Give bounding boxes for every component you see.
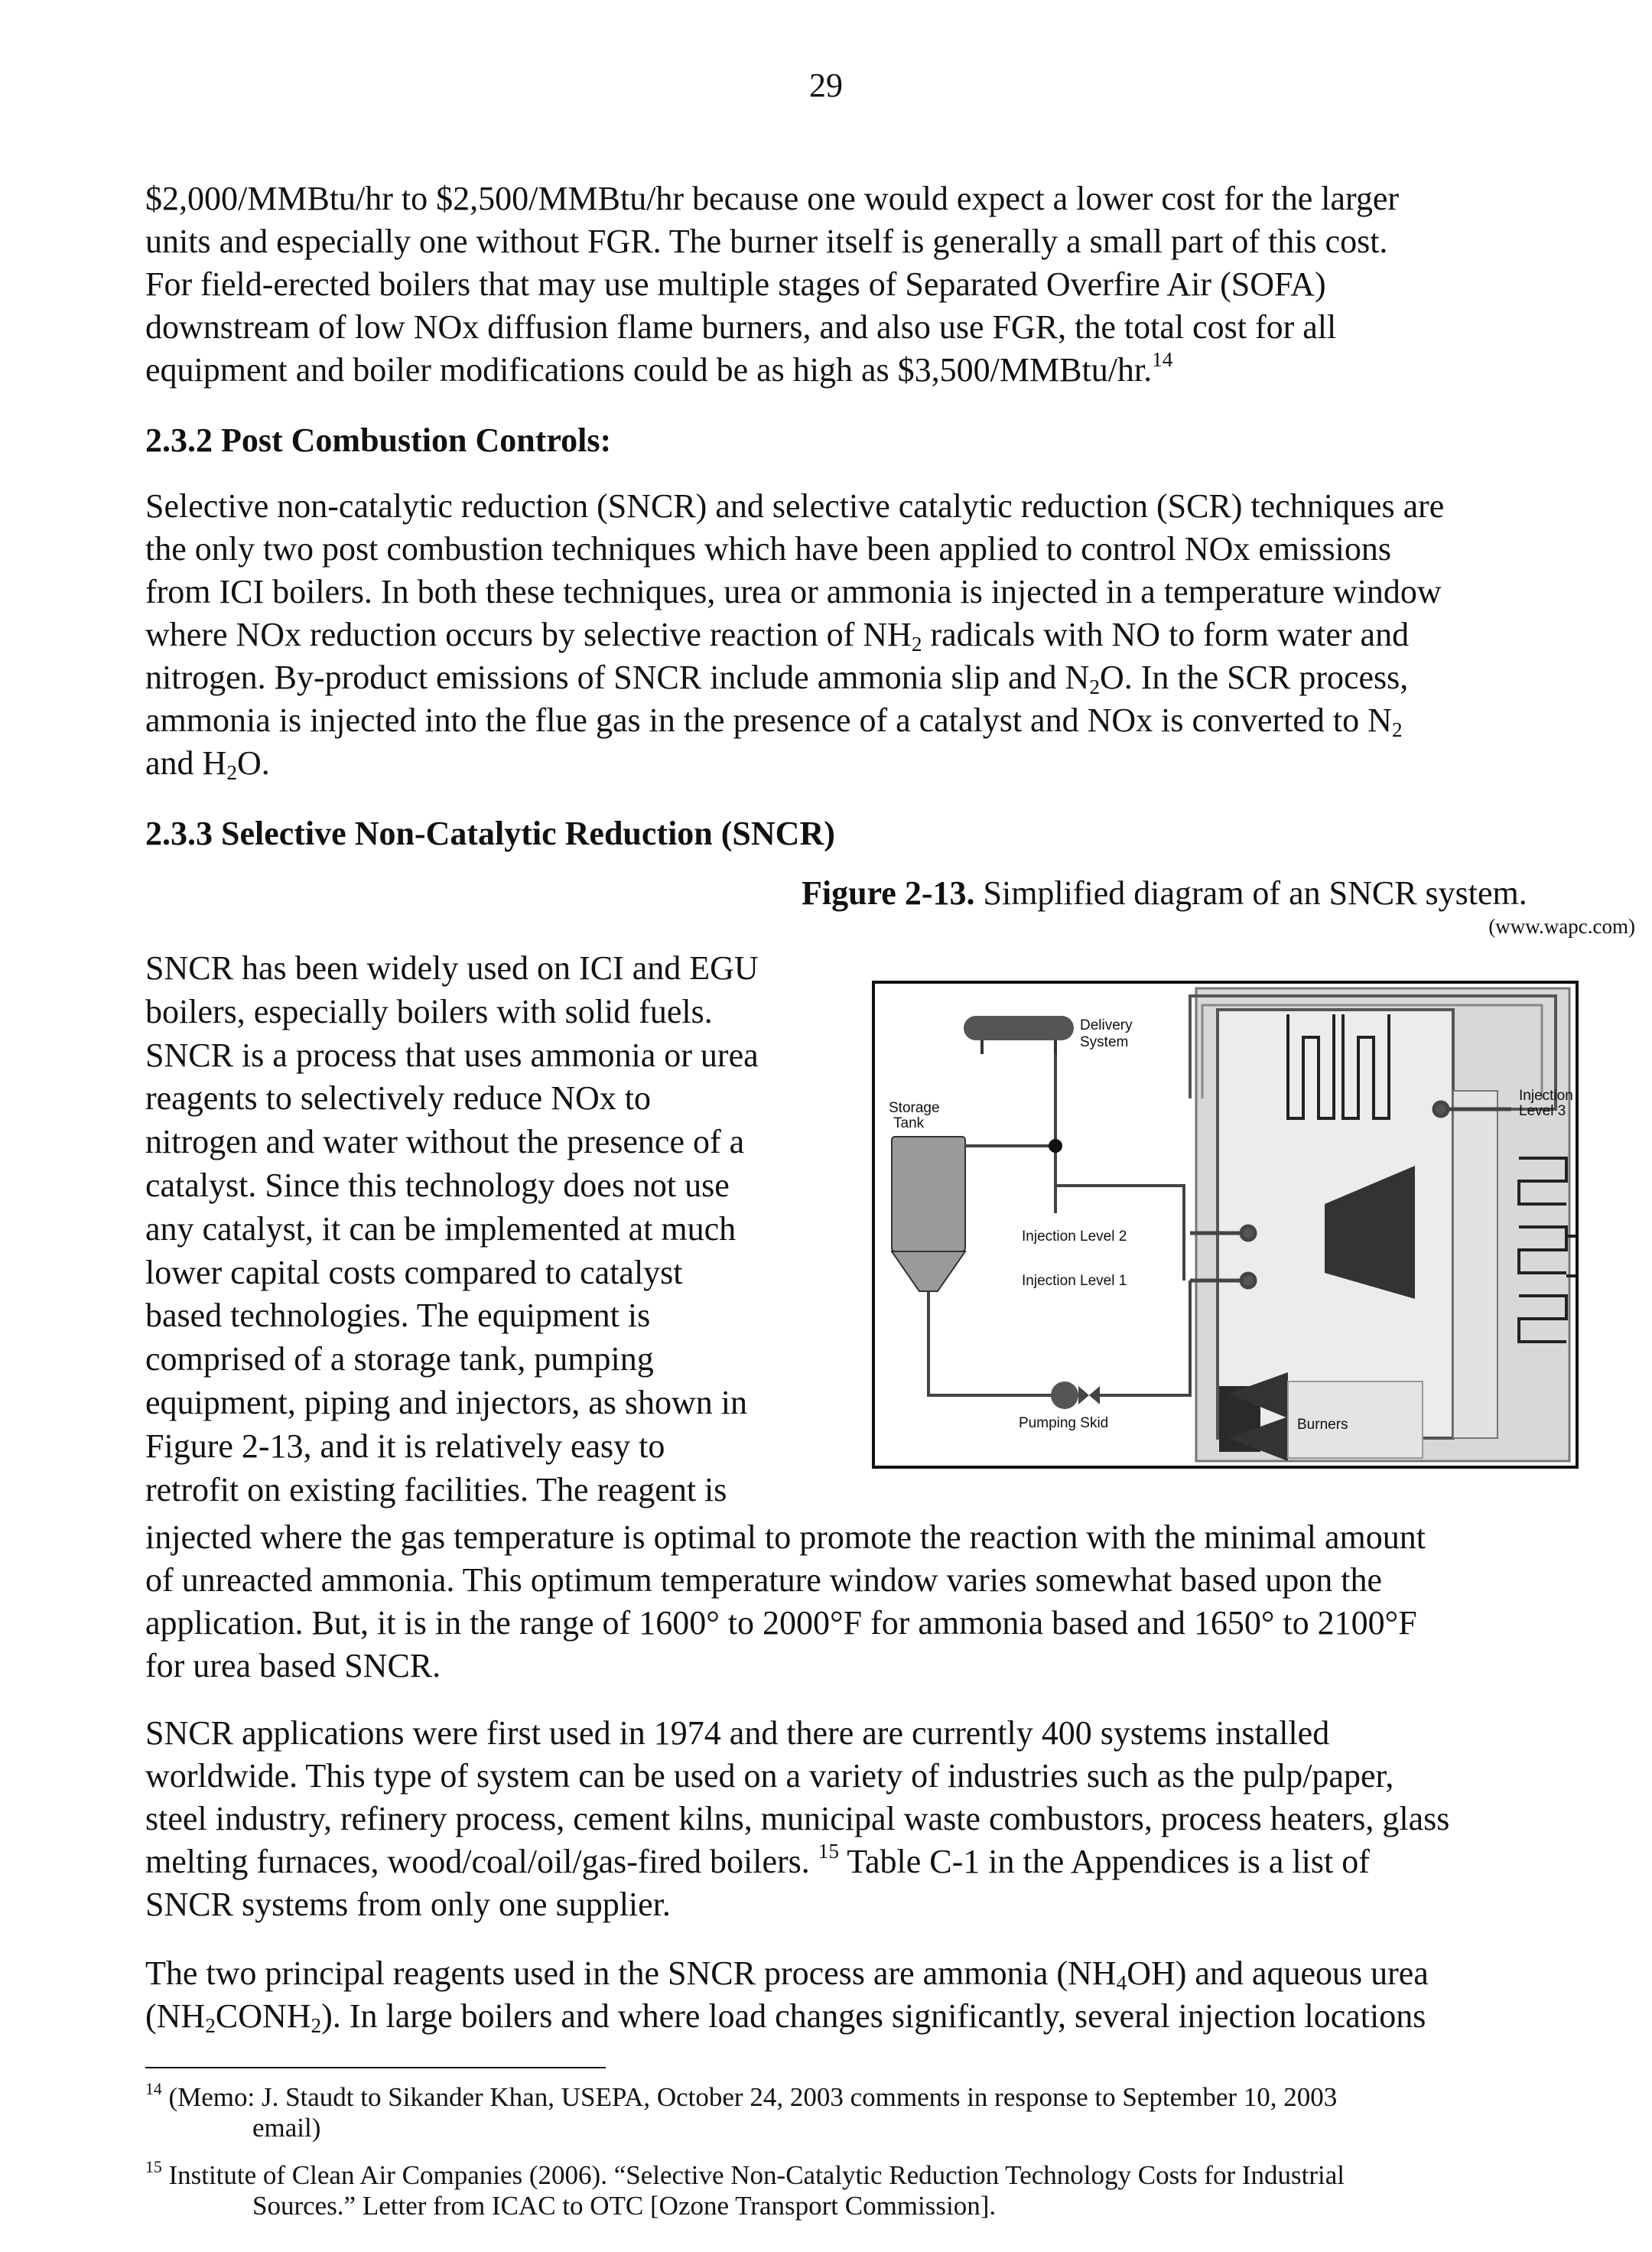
footnote-number: 15 [145, 2157, 162, 2176]
text-run: nitrogen. By-product emissions of SNCR include ammonia slip and N [145, 659, 1090, 696]
footnote-reference: 15 [818, 1839, 840, 1863]
page-number: 29 [809, 67, 843, 104]
footnote-line: Sources.” Letter from ICAC to OTC [Ozone Transport Commission]. [252, 2191, 997, 2221]
sncr-wrap-paragraph [145, 947, 759, 1512]
text-line: injected where the gas temperature is optimal to promote the reaction with the minimal amount [145, 1518, 1426, 1556]
text-line: lower capital costs compared to catalyst [145, 1253, 683, 1291]
text-run: OH) and aqueous urea [1127, 1954, 1429, 1992]
text-run: ammonia is injected into the flue gas in the presence of a catalyst and NOx is converted to N [145, 701, 1392, 739]
text-run: and H [145, 744, 227, 782]
text-run: O. In the SCR process, [1099, 659, 1409, 696]
text-run: (Memo: J. Staudt to Sikander Khan, USEPA, October 24, 2003 comments in response to September 10, 2003 [161, 2082, 1338, 2112]
reagents-paragraph [145, 1952, 1637, 2038]
text-run: The two principal reagents used in the SNCR process are ammonia (NH [145, 1954, 1117, 1992]
text-run: CONH [215, 1997, 311, 2035]
text-line: nitrogen and water without the presence of a [145, 1123, 745, 1161]
boiler-backpass [1453, 1091, 1498, 1438]
label-burners: Burners [1297, 1417, 1348, 1433]
label-storage: Storage [889, 1100, 940, 1116]
text-line: retrofit on existing facilities. The reagent is [145, 1470, 727, 1508]
text-line: units and especially one without FGR. The burner itself is generally a small part of this cost. [145, 223, 1388, 260]
text-line: SNCR has been widely used on ICI and EGU [145, 949, 759, 987]
figure-caption [802, 872, 1527, 915]
text-line: Selective non-catalytic reduction (SNCR) and selective catalytic reduction (SCR) techniques are [145, 487, 1445, 525]
text-line: for urea based SNCR. [145, 1647, 441, 1684]
footnote-reference: 14 [1152, 347, 1173, 371]
tee-junction [1049, 1139, 1062, 1153]
text-line: SNCR is a process that uses ammonia or urea [145, 1036, 759, 1074]
text-line [145, 1952, 1637, 1995]
text-line: based technologies. The equipment is [145, 1297, 651, 1335]
figure-credit: (www.wapc.com) [1488, 915, 1635, 938]
text-run: O. [236, 744, 270, 782]
text-line: Figure 2-13, and it is relatively easy to [145, 1427, 665, 1465]
storage-tank [892, 1137, 965, 1291]
text-line: worldwide. This type of system can be used on a variety of industries such as the pulp/paper, [145, 1757, 1394, 1795]
footnote-line [145, 2157, 1345, 2190]
footnote-line [145, 2079, 1338, 2112]
text-line: SNCR systems from only one supplier. [145, 1886, 671, 1923]
label-system: System [1080, 1034, 1129, 1050]
label-pumping-skid: Pumping Skid [1019, 1415, 1109, 1431]
text-line: steel industry, refinery process, cement kilns, municipal waste combustors, process heaters, glass [145, 1800, 1450, 1837]
figure-label: Figure 2-13. [802, 874, 975, 912]
subscript: 2 [311, 2013, 322, 2037]
text-line: SNCR applications were first used in 1974 and there are currently 400 systems installed [145, 1714, 1330, 1752]
sncr-diagram [872, 981, 1579, 1469]
text-line: downstream of low NOx diffusion flame burners, and also use FGR, the total cost for all [145, 308, 1337, 346]
text-line [145, 1995, 1637, 2038]
pumping-skid [1051, 1381, 1100, 1409]
text-line-content: equipment and boiler modifications could be as high as $3,500/MMBtu/hr. [145, 351, 1153, 389]
subscript: 2 [1089, 675, 1100, 698]
label-tank: Tank [893, 1115, 925, 1131]
text-run: ). In large boilers and where load changes significantly, several injection locations [321, 1997, 1426, 2035]
sncr-diagram-drawing [875, 984, 1576, 1466]
subscript: 2 [911, 632, 922, 656]
text-line [145, 349, 1637, 392]
subscript: 2 [226, 760, 237, 784]
applications-paragraph [145, 1712, 1637, 1926]
footnote-15 [145, 2157, 1614, 2221]
intro-paragraph [145, 177, 1637, 392]
text-line [145, 742, 1637, 785]
text-line: boilers, especially boilers with solid fuels. [145, 992, 713, 1030]
text-line: $2,000/MMBtu/hr to $2,500/MMBtu/hr because one would expect a lower cost for the larger [145, 180, 1400, 217]
subscript: 2 [1391, 718, 1403, 741]
text-line: of unreacted ammonia. This optimum temperature window varies somewhat based upon the [145, 1561, 1382, 1599]
text-run: melting furnaces, wood/coal/oil/gas-fired boilers. [145, 1843, 810, 1880]
text-run: (NH [145, 1997, 206, 2035]
text-line [145, 1840, 1637, 1883]
sncr-continuation [145, 1516, 1637, 1687]
footnote-divider [145, 2067, 606, 2068]
text-line: catalyst. Since this technology does not use [145, 1166, 730, 1204]
text-run: where NOx reduction occurs by selective reaction of NH [145, 616, 912, 653]
text-line [145, 613, 1637, 656]
text-line: comprised of a storage tank, pumping [145, 1340, 654, 1378]
text-line: any catalyst, it can be implemented at much [145, 1209, 737, 1248]
text-run: radicals with NO to form water and [922, 616, 1410, 653]
label-injection-level-3a: Injection [1519, 1088, 1573, 1104]
text-line [145, 656, 1637, 699]
reagent-piping [928, 1054, 1190, 1395]
figure-caption-text: Simplified diagram of an SNCR system. [983, 874, 1527, 912]
text-run: Institute of Clean Air Companies (2006). “Selective Non-Catalytic Reduction Technology Costs for Industrial [161, 2160, 1345, 2190]
label-delivery: Delivery [1080, 1017, 1133, 1033]
post-combustion-paragraph [145, 485, 1637, 785]
footnote-number: 14 [145, 2079, 162, 2098]
text-line: equipment, piping and injectors, as shown in [145, 1383, 747, 1421]
delivery-tank [964, 1016, 1074, 1054]
text-line: reagents to selectively reduce NOx to [145, 1079, 651, 1118]
text-line [145, 699, 1637, 742]
text-line: For field-erected boilers that may use multiple stages of Separated Overfire Air (SOFA) [145, 265, 1326, 303]
footnote-14 [145, 2079, 1614, 2143]
text-line: the only two post combustion techniques which have been applied to control NOx emissions [145, 530, 1391, 568]
text-line: from ICI boilers. In both these techniques, urea or ammonia is injected in a temperature window [145, 573, 1442, 610]
section-heading-sncr: 2.3.3 Selective Non-Catalytic Reduction (SNCR) [145, 815, 835, 852]
text-run: Table C-1 in the Appendices is a list of [839, 1843, 1370, 1880]
label-injection-level-1: Injection Level 1 [1022, 1273, 1127, 1289]
text-line: application. But, it is in the range of 1600° to 2000°F for ammonia based and 1650° to 2100°F [145, 1604, 1417, 1642]
label-injection-level-2: Injection Level 2 [1022, 1229, 1127, 1245]
label-injection-level-3b: Level 3 [1519, 1103, 1566, 1119]
subscript: 2 [205, 2013, 216, 2037]
footnote-line: email) [252, 2113, 321, 2143]
subscript: 4 [1116, 1970, 1127, 1994]
section-heading-post-combustion: 2.3.2 Post Combustion Controls: [145, 421, 612, 459]
